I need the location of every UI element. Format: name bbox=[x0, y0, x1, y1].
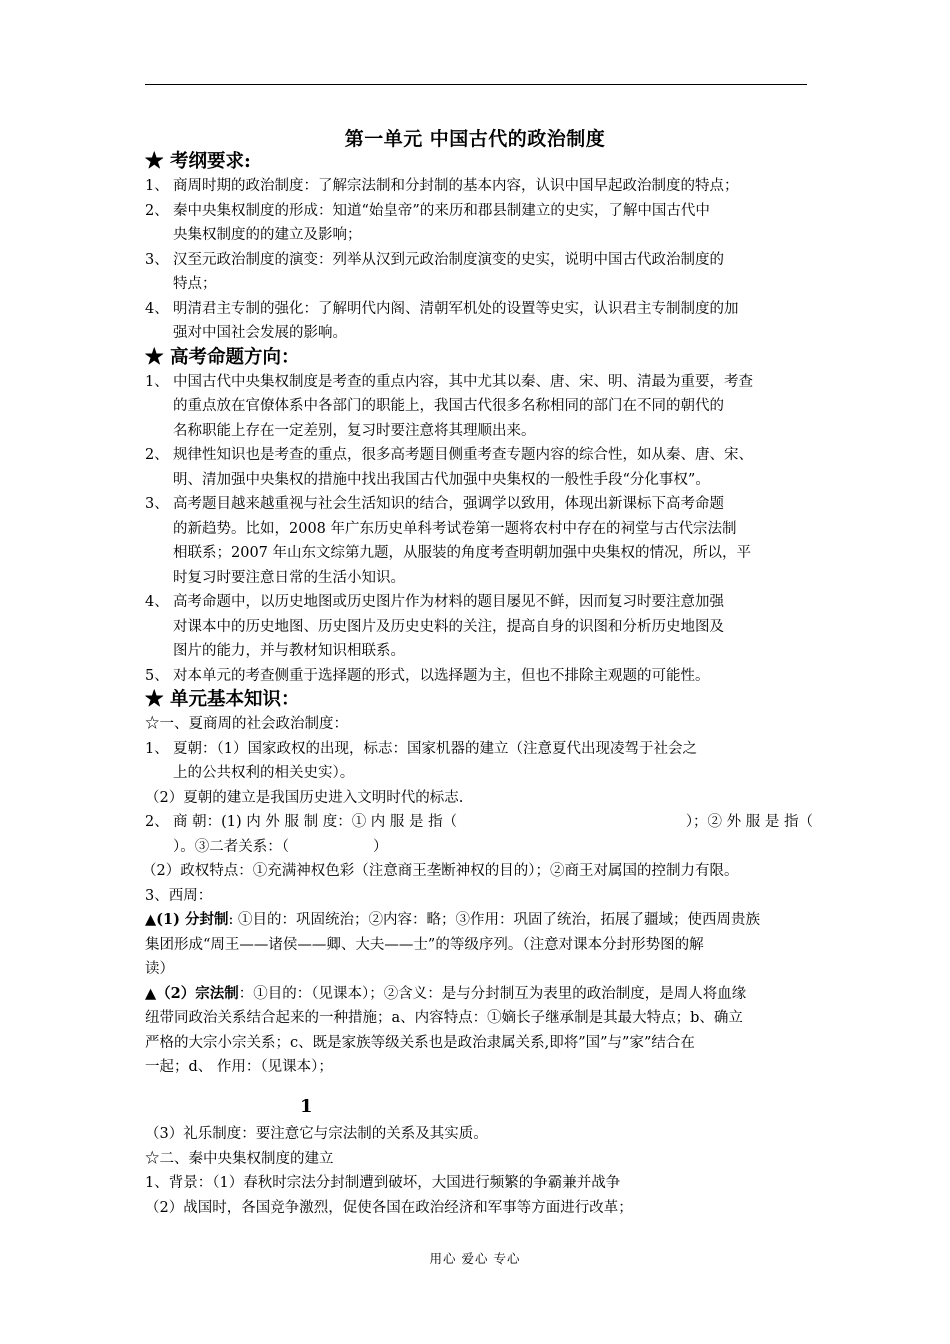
page-number: 1 bbox=[300, 1096, 313, 1117]
exam-requirements-list bbox=[145, 174, 813, 346]
list-item bbox=[145, 199, 813, 248]
zongfa-line-3: 严格的大宗小宗关系；c、既是家族等级关系也是政治隶属关系,即将”国”与”家”结合在 bbox=[145, 1034, 695, 1051]
list-item-number: 4、 bbox=[145, 594, 169, 610]
list-item-number: 2、 bbox=[145, 447, 169, 463]
header-rule bbox=[145, 84, 807, 85]
list-item-number: 4、 bbox=[145, 300, 169, 317]
shang-outer-service: ）；② 外 服 是 指（ bbox=[685, 814, 813, 830]
shang-inner-service: 商 朝：(1) 内 外 服 制 度：① 内 服 是 指（ bbox=[173, 814, 458, 830]
exam-direction-list bbox=[145, 370, 813, 689]
fenfeng-line-1: : ①目的：巩固统治；②内容：略；③作用：巩固了统治，拓展了疆域；使西周贵族 bbox=[228, 912, 761, 928]
list-item-number: 5、 bbox=[145, 667, 169, 684]
list-item bbox=[145, 443, 813, 492]
subsection-xia-shang-zhou: ☆一、夏商周的社会政治制度： bbox=[145, 716, 348, 732]
xia-number: 1、 bbox=[145, 740, 169, 757]
list-item-line: 对课本中的历史地图、历史图片及历史史料的关注，提高自身的识图和分析历史地图及 bbox=[173, 618, 724, 635]
zongfa-line-4: 一起；d、 作用：（见课本）； bbox=[145, 1059, 333, 1075]
list-item-line: 高考题目越来越重视与社会生活知识的结合，强调学以致用，体现出新课标下高考命题 bbox=[173, 496, 724, 512]
zongfa-label: ▲（2）宗法制 bbox=[145, 984, 239, 1002]
zongfa-line-2: 纽带同政治关系结合起来的一种措施；a、内容特点：①嫡长子继承制是其最大特点；b、确立 bbox=[145, 1010, 743, 1026]
list-item-line: 对本单元的考查侧重于选择题的形式，以选择题为主，但也不排除主观题的可能性。 bbox=[173, 667, 710, 684]
fenfeng-line-3: 读） bbox=[145, 961, 174, 977]
lower-line-2: ☆二、秦中央集权制度的建立 bbox=[145, 1150, 334, 1167]
zongfa-line-1: ：①目的：（见课本）；②含义：是与分封制互为表里的政治制度，是周人将血缘 bbox=[238, 985, 747, 1002]
fenfeng-line-2: 集团形成“周王——诸侯——卿、大夫——士”的等级序列。（注意对课本分封形势图的解 bbox=[145, 936, 704, 953]
xia-line: 上的公共权利的相关史实）。 bbox=[173, 765, 355, 781]
list-item-line: 强对中国社会发展的影响。 bbox=[173, 325, 347, 341]
list-item bbox=[145, 370, 813, 444]
lower-line-4: （2）战国时，各国竞争激烈，促使各国在政治经济和军事等方面进行改革； bbox=[145, 1199, 633, 1216]
list-item-line: 名称职能上存在一定差别，复习时要注意将其理顺出来。 bbox=[173, 422, 536, 439]
fenfeng-label: ▲(1) 分封制 bbox=[145, 911, 229, 928]
list-item-number: 1、 bbox=[145, 178, 169, 194]
list-item-line: 规律性知识也是考查的重点，很多高考题目侧重考查专题内容的综合性，如从秦、唐、宋、 bbox=[173, 447, 753, 463]
list-item-line: 相联系；2007 年山东文综第九题，从服装的角度考查明朝加强中央集权的情况，所以，平 bbox=[173, 545, 752, 561]
section-heading-exam-requirements: ★ 考纲要求: bbox=[145, 151, 251, 172]
list-item-line: 时复习时要注意日常的生活小知识。 bbox=[173, 569, 405, 586]
western-zhou-heading: 3、西周： bbox=[145, 887, 213, 904]
list-item bbox=[145, 297, 813, 346]
shang-political-features: （2）政权特点：①充满神权色彩（注意商王垄断神权的目的）；②商王对属国的控制力有限。 bbox=[142, 863, 739, 879]
fenfeng-paragraph bbox=[145, 908, 813, 982]
list-item-number: 1、 bbox=[145, 373, 169, 390]
list-item-line: 秦中央集权制度的形成：知道“始皇帝”的来历和郡县制建立的史实，了解中国古代中 bbox=[173, 202, 710, 219]
page-footer: 用心 爱心 专心 bbox=[429, 1251, 521, 1266]
zongfa-paragraph bbox=[145, 982, 813, 1080]
list-item-number: 3、 bbox=[145, 251, 169, 268]
list-item bbox=[145, 664, 813, 689]
shang-relation-close: ） bbox=[373, 838, 388, 855]
page-body bbox=[142, 150, 813, 1080]
list-item bbox=[145, 174, 813, 199]
list-item-number: 2、 bbox=[145, 202, 169, 219]
list-item-line: 的重点放在官僚体系中各部门的职能上，我国古代很多名称相同的部门在不同的朝代的 bbox=[173, 398, 724, 414]
xia-line: 夏朝：（1）国家政权的出现，标志：国家机器的建立（注意夏代出现凌驾于社会之 bbox=[173, 740, 697, 757]
list-item-line: 央集权制度的的建立及影响； bbox=[173, 227, 362, 243]
list-item-line: 的新趋势。比如，2008 年广东历史单科考试卷第一题将农村中存在的祠堂与古代宗法制 bbox=[173, 520, 737, 537]
list-item-line: 明、清加强中央集权的措施中找出我国古代加强中央集权的一般性手段“分化事权”。 bbox=[173, 471, 710, 488]
xia-item bbox=[145, 737, 813, 786]
xia-note: （2）夏朝的建立是我国历史进入文明时代的标志. bbox=[145, 789, 464, 806]
list-item bbox=[145, 590, 813, 664]
shang-relation: ）。③二者关系：（ bbox=[173, 838, 289, 855]
page-title: 第一单元 中国古代的政治制度 bbox=[344, 128, 606, 150]
list-item bbox=[145, 492, 813, 590]
list-item-line: 中国古代中央集权制度是考查的重点内容，其中尤其以秦、唐、宋、明、清最为重要，考查 bbox=[173, 373, 753, 390]
section-heading-exam-direction: ★ 高考命题方向： bbox=[145, 346, 300, 368]
list-item-line: 汉至元政治制度的演变：列举从汉到元政治制度演变的史实，说明中国古代政治制度的 bbox=[173, 251, 724, 268]
list-item-line: 图片的能力，并与教材知识相联系。 bbox=[173, 643, 405, 659]
xia-row bbox=[145, 737, 813, 786]
list-item-line: 高考命题中，以历史地图或历史图片作为材料的题目屡见不鲜，因而复习时要注意加强 bbox=[173, 594, 724, 610]
list-item-number: 3、 bbox=[145, 496, 169, 512]
shang-number: 2、 bbox=[145, 814, 169, 830]
shang-item bbox=[145, 810, 813, 859]
section-heading-basic-knowledge: ★ 单元基本知识： bbox=[145, 689, 300, 710]
list-item-line: 商周时期的政治制度：了解宗法制和分封制的基本内容，认识中国早起政治制度的特点； bbox=[173, 178, 739, 194]
list-item-line: 明清君主专制的强化：了解明代内阁、清朝军机处的设置等史实，认识君主专制制度的加 bbox=[173, 300, 739, 317]
lower-line-1: （3）礼乐制度：要注意它与宗法制的关系及其实质。 bbox=[145, 1126, 488, 1142]
lower-line-3: 1、背景：（1）春秋时宗法分封制遭到破坏，大国进行频繁的争霸兼并战争 bbox=[145, 1175, 621, 1191]
list-item-line: 特点； bbox=[173, 276, 217, 292]
list-item bbox=[145, 248, 813, 297]
lower-body bbox=[145, 1122, 813, 1220]
